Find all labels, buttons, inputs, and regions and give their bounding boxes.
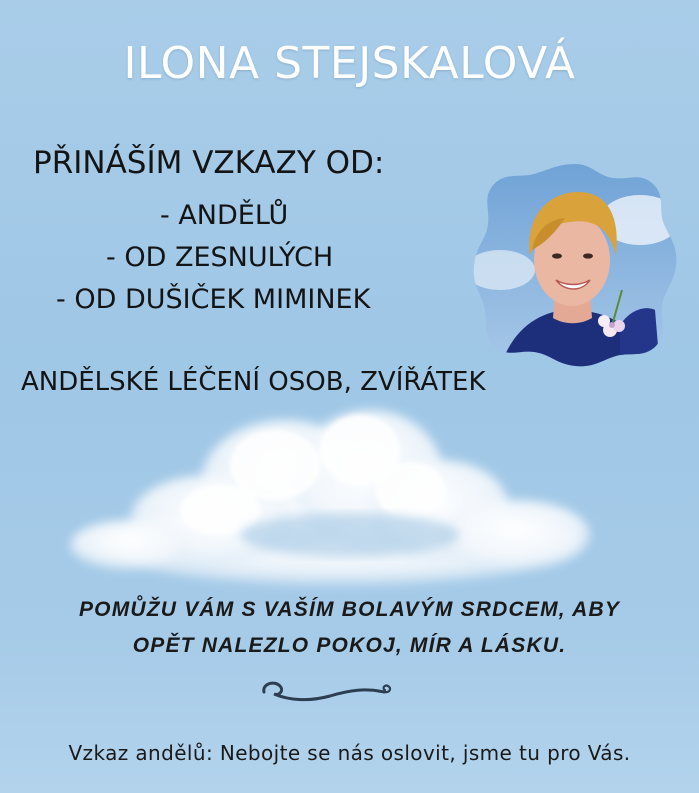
- message-item-baby-souls: - OD DUŠIČEK MIMINEK: [56, 284, 371, 315]
- message-item-deceased: - OD ZESNULÝCH: [106, 242, 334, 273]
- healing-text: ANDĚLSKÉ LÉČENÍ OSOB, ZVÍŘÁTEK: [21, 367, 486, 397]
- promise-line-1: POMŮŽU VÁM S VAŠÍM BOLAVÝM SRDCEM, ABY: [78, 598, 621, 621]
- page-title: ILONA STEJSKALOVÁ: [123, 38, 576, 89]
- promise-line-2: OPĚT NALEZLO POKOJ, MÍR A LÁSKU.: [132, 634, 567, 657]
- message-item-angels: - ANDĚLŮ: [160, 200, 289, 231]
- portrait-photo: [470, 160, 680, 370]
- swirl-divider-icon: [258, 676, 398, 706]
- messages-heading: PŘINÁŠÍM VZKAZY OD:: [33, 145, 385, 181]
- cloud-image: [60, 395, 620, 605]
- footer-message: Vzkaz andělů: Nebojte se nás oslovit, jsme tu pro Vás.: [68, 741, 631, 765]
